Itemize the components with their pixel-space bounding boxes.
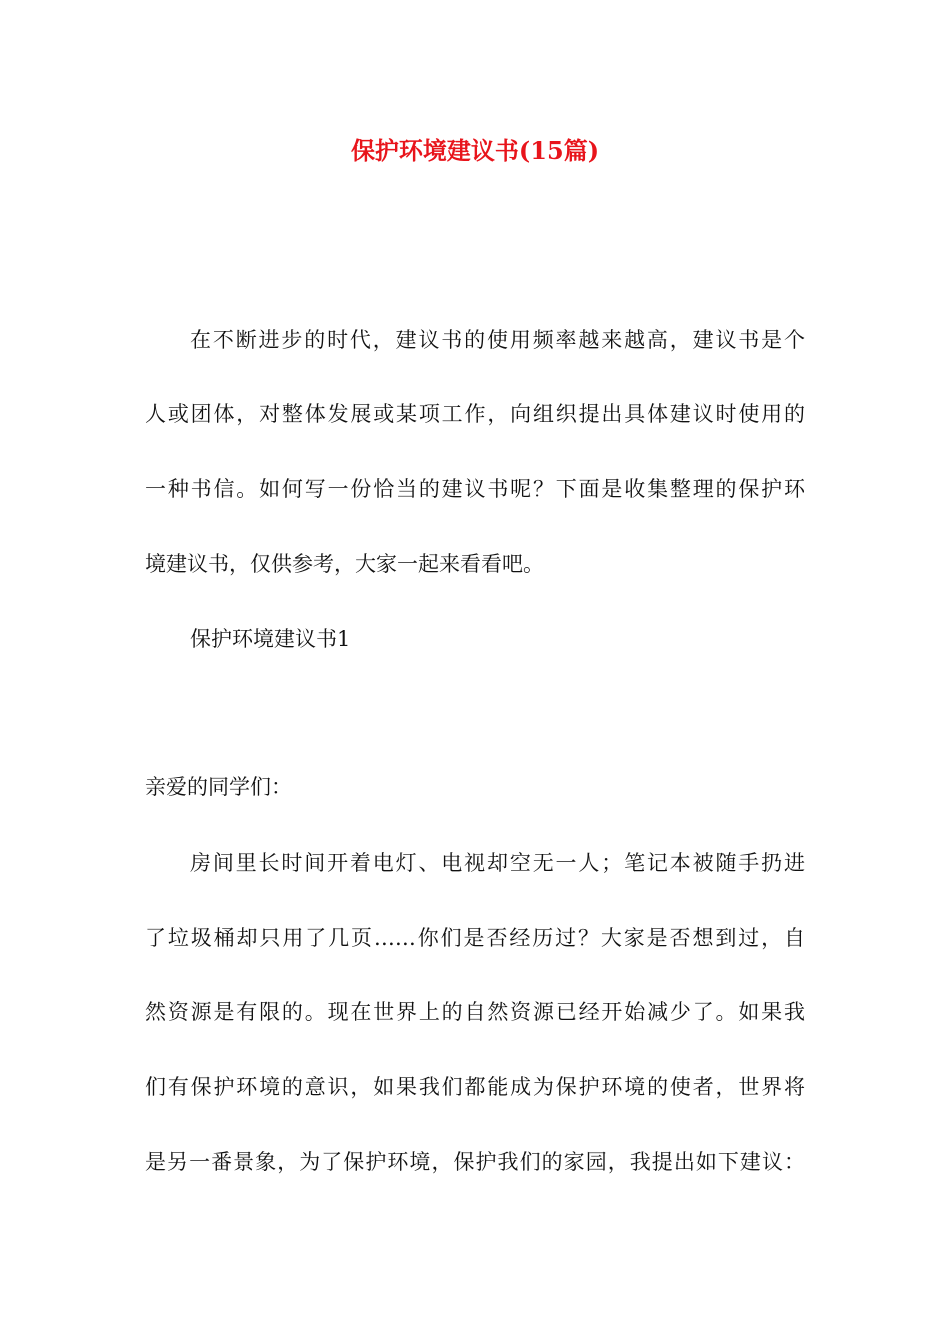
body-line-4: 们有保护环境的意识，如果我们都能成为保护环境的使者，世界将 [145,1075,805,1099]
intro-line-4: 境建议书，仅供参考，大家一起来看看吧。 [145,552,544,576]
section-heading: 保护环境建议书1 [190,627,351,651]
intro-line-2: 人或团体，对整体发展或某项工作，向组织提出具体建议时使用的 [145,402,805,426]
intro-line-1: 在不断进步的时代，建议书的使用频率越来越高，建议书是个 [190,328,805,352]
salutation: 亲爱的同学们： [145,775,292,799]
body-line-2: 了垃圾桶却只用了几页……你们是否经历过？大家是否想到过，自 [145,926,805,950]
document-title: 保护环境建议书(15篇) [350,136,600,165]
body-line-5: 是另一番景象，为了保护环境，保护我们的家园，我提出如下建议： [145,1150,805,1174]
body-line-3: 然资源是有限的。现在世界上的自然资源已经开始减少了。如果我 [145,1000,805,1024]
intro-line-3: 一种书信。如何写一份恰当的建议书呢？下面是收集整理的保护环 [145,477,805,501]
body-line-1: 房间里长时间开着电灯、电视却空无一人；笔记本被随手扔进 [190,851,805,875]
